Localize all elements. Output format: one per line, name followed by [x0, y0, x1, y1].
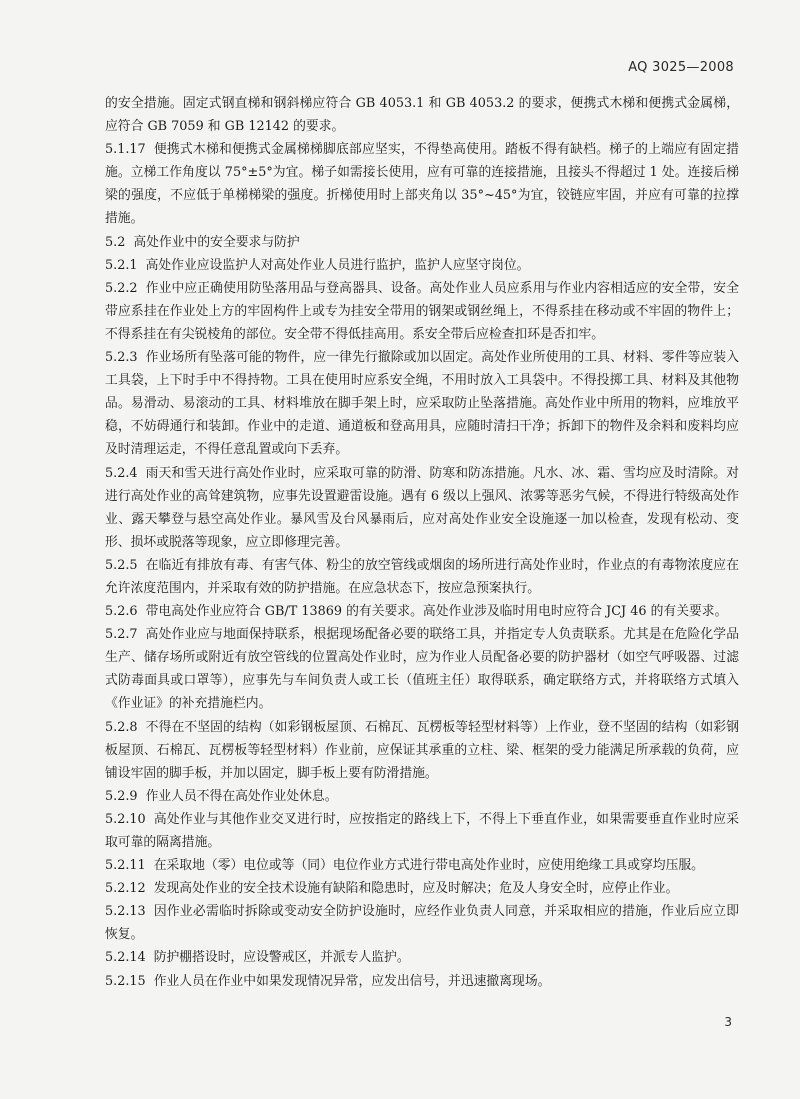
clause-5-2-1 — [105, 254, 739, 277]
clause-number: 5.2.3 — [105, 350, 138, 366]
clause-number: 5.2.4 — [105, 465, 138, 481]
clause-5-2-11 — [105, 854, 739, 877]
clause-text: 在采取地（零）电位或等（同）电位作业方式进行带电高处作业时，应使用绝缘工具或穿均压服。 — [153, 858, 704, 874]
paragraph-continued — [105, 92, 739, 138]
clause-5-2-14 — [105, 946, 739, 969]
clause-number: 5.2.5 — [105, 557, 138, 573]
clause-number: 5.2.12 — [105, 881, 146, 897]
paragraph-text: 的安全措施。固定式钢直梯和钢斜梯应符合 GB 4053.1 和 GB 4053.2 的要求，便携式木梯和便携式金属梯，应符合 GB 7059 和 GB 12142 的要求。 — [105, 96, 739, 135]
clause-5-2-9 — [105, 785, 739, 808]
clause-5-2-15 — [105, 970, 739, 993]
clause-5-1-17 — [105, 138, 739, 230]
clause-text: 作业人员在作业中如果发现情况异常，应发出信号，并迅速撤离现场。 — [153, 973, 551, 989]
clause-text: 发现高处作业的安全技术设施有缺陷和隐患时，应及时解决；危及人身安全时，应停止作业。 — [153, 881, 679, 897]
clause-text: 在临近有排放有毒、有害气体、粉尘的放空管线或烟囱的场所进行高处作业时，作业点的有毒物浓度应在允许浓度范围内，并采取有效的防护措施。在应急状态下，按应急预案执行。 — [105, 557, 739, 596]
clause-number: 5.2.6 — [105, 604, 138, 620]
clause-number: 5.2.15 — [105, 973, 146, 989]
clause-number: 5.2.2 — [105, 280, 138, 296]
clause-text: 便携式木梯和便携式金属梯梯脚底部应坚实，不得垫高使用。踏板不得有缺档。梯子的上端应有固定措施。立梯工作角度以 75°±5°为宜。梯子如需接长使用，应有可靠的连接措施，且接头不得超过 1 处。连接后梯梁的强度，不应低于单梯梯梁的强度。折梯使用时上部夹角以 35°~45°为宜，铰链应牢固，并应有可靠的拉撑措施。 — [105, 142, 739, 227]
clause-5-2-13 — [105, 900, 739, 946]
clause-text: 高处作业应与地面保持联系，根据现场配备必要的联络工具，并指定专人负责联系。尤其是在危险化学品生产、储存场所或附近有放空管线的位置高处作业时，应为作业人员配备必要的防护器材（如空气呼吸器、过滤式防毒面具或口罩等），应事先与车间负责人或工长（值班主任）取得联系，确定联络方式，并将联络方式填入《作业证》的补充措施栏内。 — [105, 627, 739, 712]
clause-text: 带电高处作业应符合 GB/T 13869 的有关要求。高处作业涉及临时用电时应符合 JCJ 46 的有关要求。 — [145, 604, 728, 620]
clause-5-2-3 — [105, 346, 739, 461]
clause-number: 5.2.11 — [105, 858, 146, 874]
clause-text: 雨天和雪天进行高处作业时，应采取可靠的防滑、防寒和防冻措施。凡水、冰、霜、雪均应及时清除。对进行高处作业的高耸建筑物，应事先设置避雷设施。遇有 6 级以上强风、浓雾等恶劣气候，不得进行特级高处作业、露天攀登与悬空高处作业。暴风雪及台风暴雨后，应对高处作业安全设施逐一加以检查，发现有松动、变形、损坏或脱落等现象，应立即修理完善。 — [105, 465, 739, 550]
clause-text: 作业场所有坠落可能的物件，应一律先行撤除或加以固定。高处作业所使用的工具、材料、零件等应装入工具袋，上下时手中不得持物。工具在使用时应系安全绳，不用时放入工具袋中。不得投掷工具、材料及其他物品。易滑动、易滚动的工具、材料堆放在脚手架上时，应采取防止坠落措施。高处作业中所用的物料，应堆放平稳，不妨碍通行和装卸。作业中的走道、通道板和登高用具，应随时清扫干净；拆卸下的物件及余料和废料均应及时清理运走，不得任意乱置或向下丢弃。 — [105, 350, 739, 458]
clause-5-2-10 — [105, 808, 739, 854]
clause-text: 高处作业与其他作业交叉进行时，应按指定的路线上下，不得上下垂直作业，如果需要垂直作业时应采取可靠的隔离措施。 — [105, 811, 739, 850]
clause-number: 5.2.7 — [105, 627, 138, 643]
clause-text: 防护棚搭设时，应设警戒区，并派专人监护。 — [153, 950, 410, 966]
clause-number: 5.2.1 — [105, 257, 138, 273]
clause-text: 作业人员不得在高处作业处休息。 — [145, 788, 338, 804]
clause-5-2-12 — [105, 877, 739, 900]
clause-number: 5.2.14 — [105, 950, 146, 966]
section-heading-5-2 — [105, 231, 739, 254]
clause-number: 5.2.13 — [105, 904, 146, 920]
clause-5-2-7 — [105, 623, 739, 715]
clause-5-2-6 — [105, 600, 739, 623]
clause-5-2-4 — [105, 462, 739, 554]
clause-5-2-5 — [105, 554, 739, 600]
clause-number: 5.2.9 — [105, 788, 138, 804]
clause-5-2-2 — [105, 277, 739, 346]
clause-number: 5.2.8 — [105, 719, 138, 735]
clause-number: 5.2.10 — [105, 811, 146, 827]
clause-text: 作业中应正确使用防坠落用品与登高器具、设备。高处作业人员应系用与作业内容相适应的安全带，安全带应系挂在作业处上方的牢固构件上或专为挂安全带用的钢架或钢丝绳上，不得系挂在移动或不牢固的物件上；不得系挂在有尖锐棱角的部位。安全带不得低挂高用。系安全带后应检查扣环是否扣牢。 — [105, 280, 739, 342]
clause-text: 高处作业应设监护人对高处作业人员进行监护，监护人应坚守岗位。 — [145, 257, 530, 273]
section-number: 5.2 — [105, 234, 126, 250]
section-title: 高处作业中的安全要求与防护 — [133, 234, 300, 250]
clause-number: 5.1.17 — [105, 142, 146, 158]
clause-5-2-8 — [105, 716, 739, 785]
clause-text: 因作业必需临时拆除或变动安全防护设施时，应经作业负责人同意，并采取相应的措施，作业后应立即恢复。 — [105, 904, 739, 943]
standard-code: AQ 3025—2008 — [628, 60, 734, 75]
page-number: 3 — [724, 1015, 732, 1029]
document-body — [105, 92, 739, 993]
clause-text: 不得在不坚固的结构（如彩钢板屋顶、石棉瓦、瓦楞板等轻型材料等）上作业，登不坚固的结构（如彩钢板屋顶、石棉瓦、瓦楞板等轻型材料）作业前，应保证其承重的立柱、梁、框架的受力能满足所承载的负荷，应铺设牢固的脚手板，并加以固定，脚手板上要有防滑措施。 — [105, 719, 739, 781]
